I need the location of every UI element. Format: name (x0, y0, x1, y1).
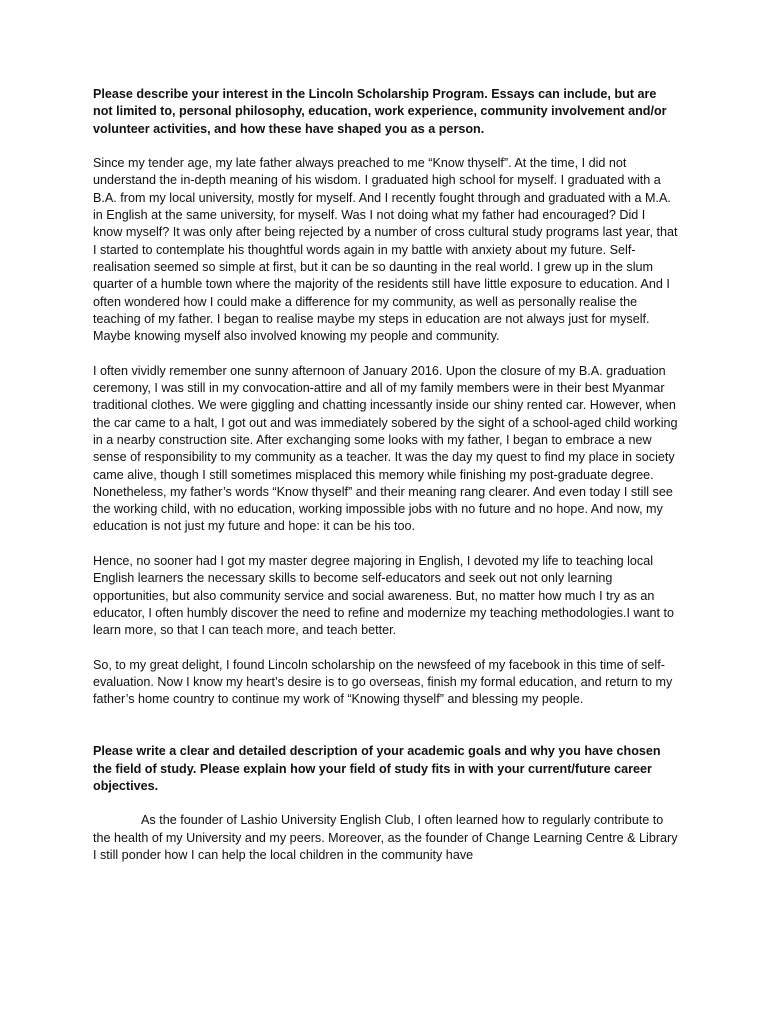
section-1-heading: Please describe your interest in the Lincoln Scholarship Program. Essays can include, but are not limited to, personal philosophy, education, work experience, community involvement and/or volunteer activities, and how these have shaped you as a person. (93, 87, 667, 136)
spacer (93, 138, 678, 155)
section-2-paragraph-1: As the founder of Lashio University English Club, I often learned how to regularly contribute to the health of my University and my peers. Moreover, as the founder of Change Learning Centre & Library I still ponder how I can help the local children in the community have (93, 813, 678, 863)
section-1-paragraph-3: Hence, no sooner had I got my master degree majoring in English, I devoted my life to teaching local English learners the necessary skills to become self-educators and seek out not only learning opportunities, but also community service and social awareness. But, no matter how much I try as an educator, I often humbly discover the need to refine and modernize my teaching methodologies.I want to learn more, so that I can teach more, and teach better. (93, 554, 675, 638)
spacer (93, 536, 678, 553)
section-1-paragraph-4: So, to my great delight, I found Lincoln scholarship on the newsfeed of my facebook in this time of self-evaluation. Now I know my heart’s desire is to go overseas, finish my formal education, and return to my father’s home country to continue my work of “Knowing thyself” and blessing my people. (93, 657, 673, 707)
spacer (93, 345, 678, 362)
section-2-heading: Please write a clear and detailed description of your academic goals and why you have chosen the field of study. Please explain how your field of study fits in with your current/future career objectives. (93, 744, 661, 793)
section-1-paragraph-2: I often vividly remember one sunny afternoon of January 2016. Upon the closure of my B.A. graduation ceremony, I was still in my convocation-attire and all of my family members were in their best Myanmar traditional clothes. We were giggling and chatting incessantly inside our shiny rented car. However, when the car came to a halt, I got out and was immediately sobered by the sight of a school-aged child working in a nearby construction site. After exchanging some looks with my father, I began to embrace a new sense of responsibility to my community as a teacher. It was the day my quest to find my place in society came alive, though I still sometimes misplaced this memory while finishing my post-graduate degree. Nonetheless, my father’s words “Know thyself” and their meaning rang clearer. And even today I still see the working child, with no education, working impossible jobs with no future and no hope. And now, my education is not just my future and hope: it can be his too. (93, 363, 678, 534)
spacer (93, 640, 678, 657)
spacer (93, 709, 678, 744)
spacer (93, 795, 678, 812)
section-1-paragraph-1: Since my tender age, my late father always preached to me “Know thyself”. At the time, I did not understand the in-depth meaning of his wisdom. I graduated high school for myself. I graduated with a B.A. from my local university, mostly for myself. And I recently fought through and graduated with a M.A. in English at the same university, for myself. Was I not doing what my father had encouraged? Did I know myself? It was only after being rejected by a number of cross cultural study programs last year, that I started to contemplate his thoughtful words again in my battle with anxiety about my future. Self-realisation seemed so simple at first, but it can be so daunting in the real world. I grew up in the slum quarter of a humble town where the majority of the residents still have little exposure to education. And I often wondered how I could make a difference for my community, as well as personally realise the teaching of my father. I began to realise maybe my steps in education are not always just for myself. Maybe knowing myself also involved knowing my people and community. (93, 156, 678, 344)
